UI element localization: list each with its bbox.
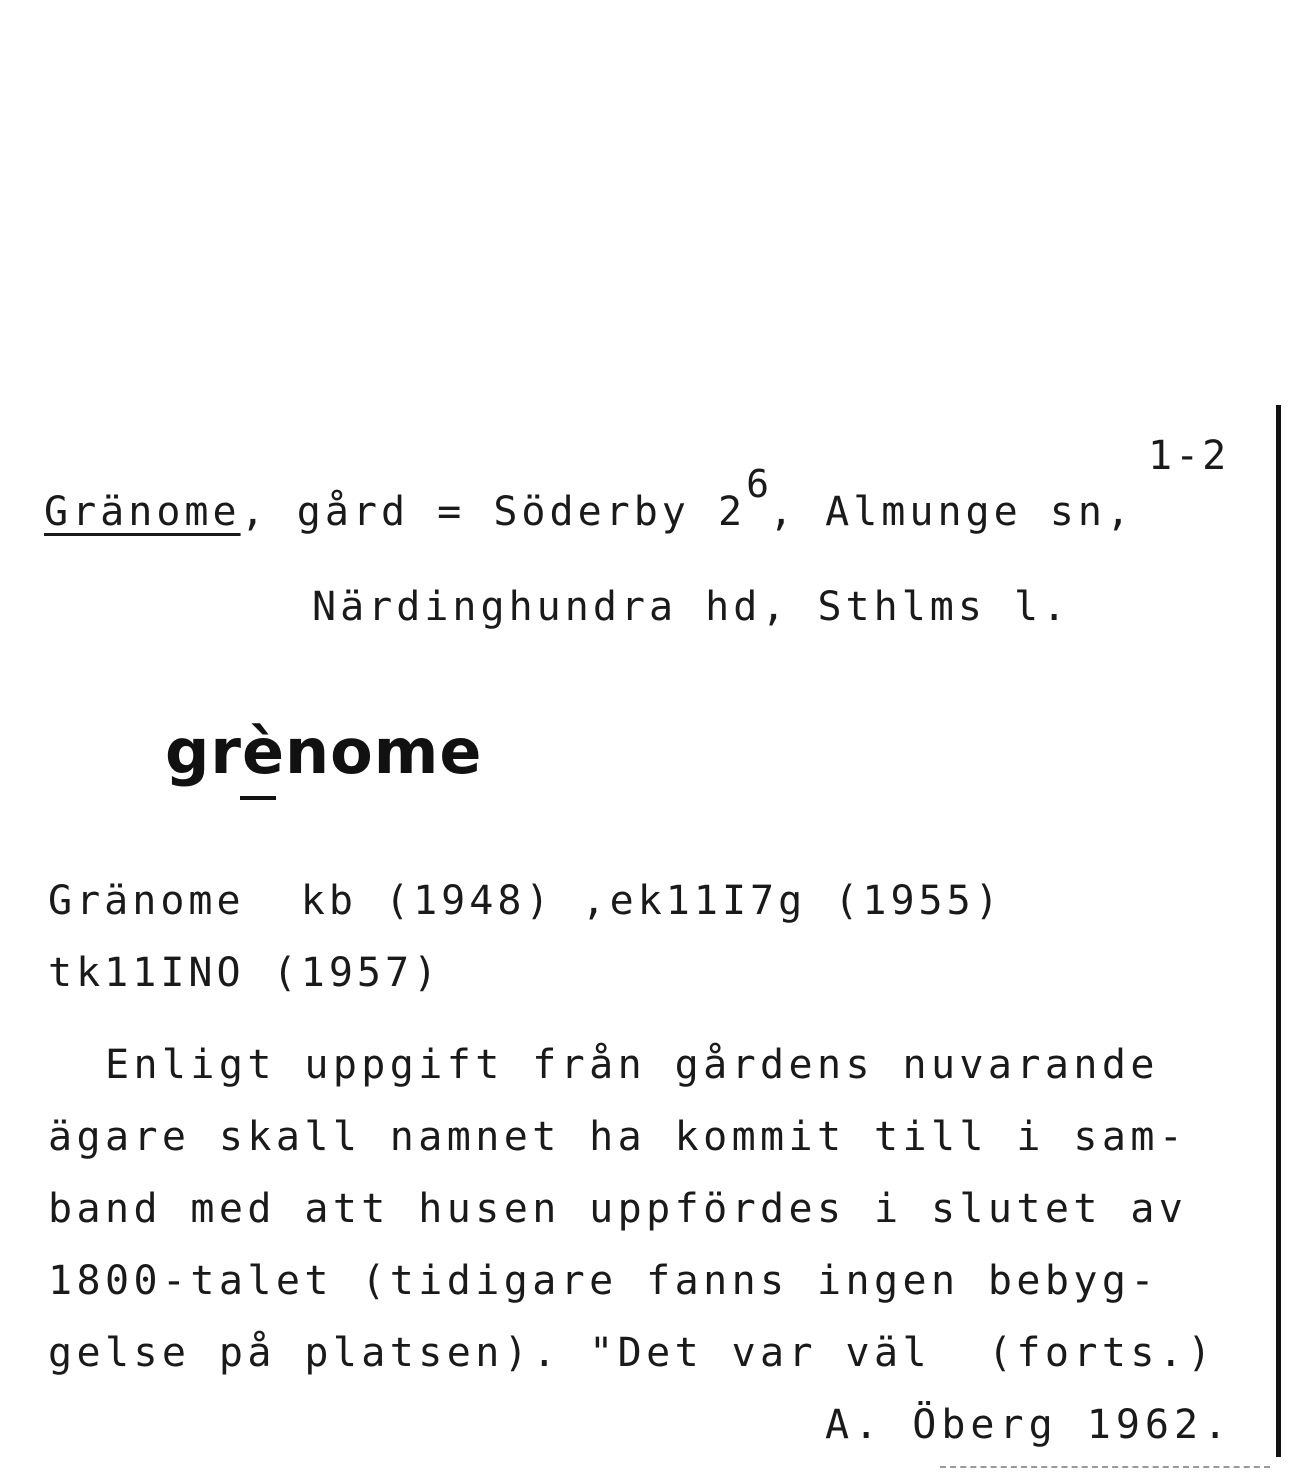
source-line-1: Gränome kb (1948) ,ek11I7g (1955) [48,878,1003,924]
body-line-3: band med att husen uppfördes i slutet av [48,1186,1188,1232]
headword: Gränome [44,489,241,535]
body-line-2: ägare skall namnet ha kommit till i sam- [48,1114,1188,1160]
body-line-4: 1800-talet (tidigare fanns ingen bebyg- [48,1258,1159,1304]
location-line: Närdinghundra hd, Sthlms l. [312,584,1071,630]
heading-line [44,462,1135,536]
body-line-5: gelse på platsen). "Det var väl (forts.) [48,1330,1216,1376]
heading-text-2: , Almunge sn, [768,489,1135,535]
card-edge [1276,405,1281,1457]
heading-text-1: , gård = Söderby 2 [240,489,747,535]
card-bottom-edge [940,1466,1270,1468]
card-number: 1-2 [1148,433,1230,479]
source-line-2: tk11INO (1957) [48,950,442,996]
pronunciation-handwritten: grènome [165,715,483,788]
body-line-1: Enligt uppgift från gårdens nuvarande [48,1042,1159,1088]
heading-superscript: 6 [746,462,769,506]
pronunciation-underline [240,796,276,800]
signature: A. Öberg 1962. [825,1402,1233,1448]
